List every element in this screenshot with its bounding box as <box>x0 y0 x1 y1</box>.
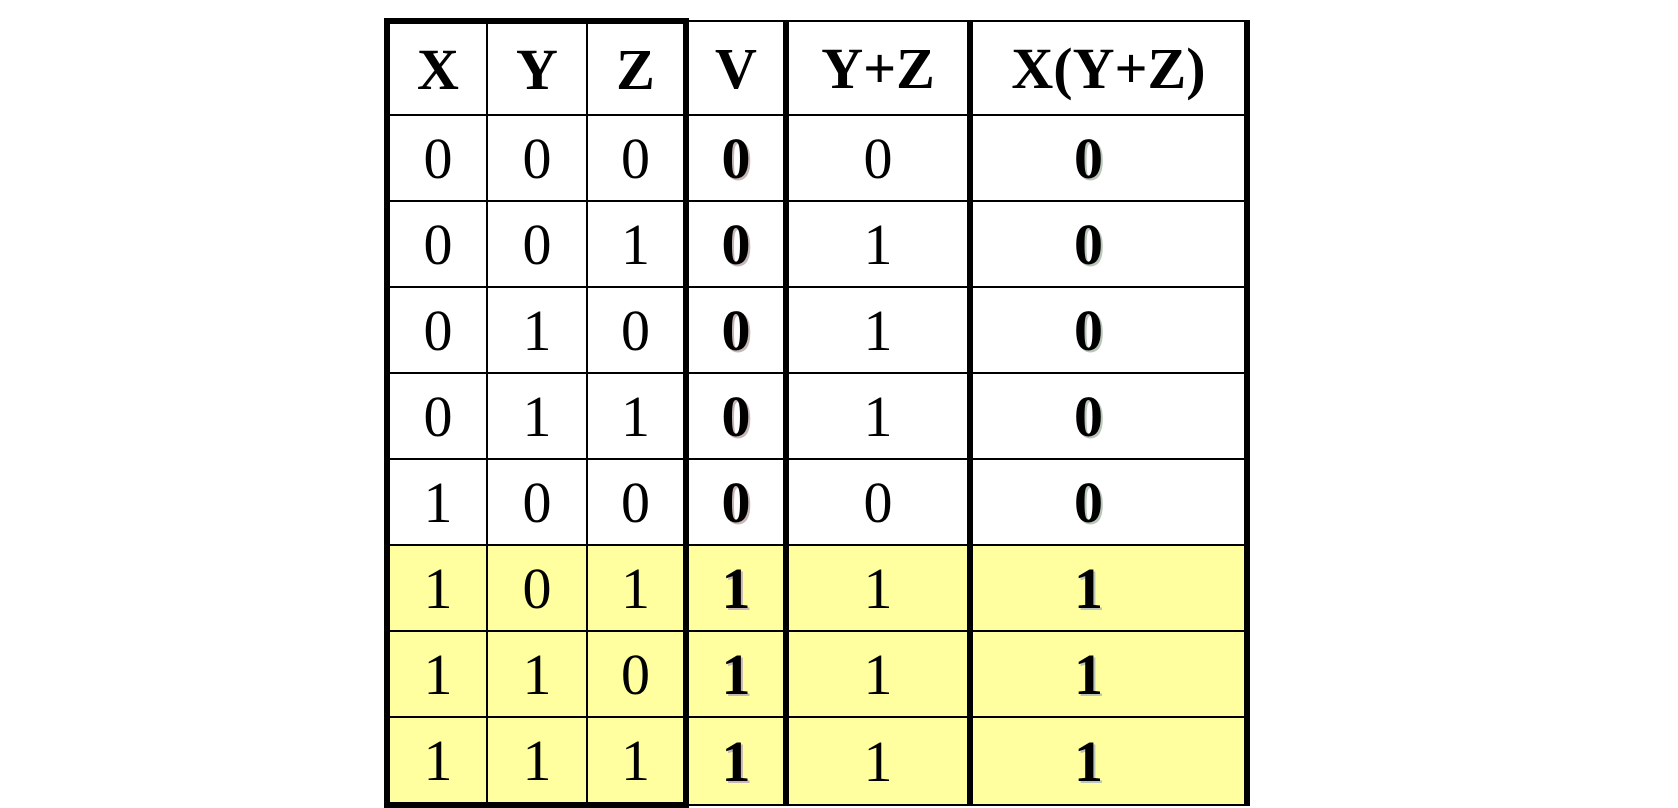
cell-y-plus-z: 1 <box>786 287 970 373</box>
header-y-plus-z: Y+Z <box>786 21 970 115</box>
cell-v: 1 <box>686 631 786 717</box>
cell-x-y-plus-z: 0 <box>970 459 1247 545</box>
cell-z: 0 <box>587 631 686 717</box>
cell-x: 0 <box>387 373 487 459</box>
cell-z: 1 <box>587 545 686 631</box>
cell-x-y-plus-z: 0 <box>970 287 1247 373</box>
cell-y-plus-z: 0 <box>786 115 970 201</box>
cell-y: 1 <box>487 631 587 717</box>
table-body <box>387 115 1247 805</box>
cell-v: 1 <box>686 717 786 805</box>
cell-x: 0 <box>387 287 487 373</box>
cell-z: 1 <box>587 373 686 459</box>
cell-x: 1 <box>387 717 487 805</box>
cell-x: 0 <box>387 201 487 287</box>
cell-x: 0 <box>387 115 487 201</box>
cell-x-y-plus-z: 0 <box>970 201 1247 287</box>
table-row <box>387 287 1247 373</box>
table-row <box>387 631 1247 717</box>
cell-y: 0 <box>487 115 587 201</box>
cell-z: 1 <box>587 201 686 287</box>
table-row <box>387 115 1247 201</box>
cell-y-plus-z: 1 <box>786 373 970 459</box>
cell-x: 1 <box>387 459 487 545</box>
cell-z: 0 <box>587 459 686 545</box>
cell-z: 0 <box>587 287 686 373</box>
cell-y-plus-z: 1 <box>786 201 970 287</box>
cell-y: 0 <box>487 201 587 287</box>
header-y: Y <box>487 21 587 115</box>
cell-y-plus-z: 1 <box>786 717 970 805</box>
table-row <box>387 373 1247 459</box>
cell-v: 0 <box>686 459 786 545</box>
cell-v: 0 <box>686 287 786 373</box>
cell-y: 1 <box>487 717 587 805</box>
cell-v: 0 <box>686 115 786 201</box>
cell-y-plus-z: 1 <box>786 631 970 717</box>
cell-x-y-plus-z: 1 <box>970 631 1247 717</box>
header-v: V <box>686 21 786 115</box>
cell-z: 0 <box>587 115 686 201</box>
cell-v: 0 <box>686 201 786 287</box>
cell-z: 1 <box>587 717 686 805</box>
cell-y: 1 <box>487 287 587 373</box>
cell-x-y-plus-z: 1 <box>970 545 1247 631</box>
cell-x-y-plus-z: 0 <box>970 373 1247 459</box>
cell-v: 1 <box>686 545 786 631</box>
table-row <box>387 459 1247 545</box>
header-row <box>387 21 1247 115</box>
table-row <box>387 201 1247 287</box>
header-x-y-plus-z: X(Y+Z) <box>970 21 1247 115</box>
cell-y-plus-z: 1 <box>786 545 970 631</box>
cell-y: 0 <box>487 545 587 631</box>
truth-table <box>384 18 1250 808</box>
cell-y: 1 <box>487 373 587 459</box>
cell-x: 1 <box>387 631 487 717</box>
cell-y-plus-z: 0 <box>786 459 970 545</box>
table-row <box>387 545 1247 631</box>
header-z: Z <box>587 21 686 115</box>
header-x: X <box>387 21 487 115</box>
cell-v: 0 <box>686 373 786 459</box>
cell-x-y-plus-z: 1 <box>970 717 1247 805</box>
cell-x: 1 <box>387 545 487 631</box>
cell-x-y-plus-z: 0 <box>970 115 1247 201</box>
cell-y: 0 <box>487 459 587 545</box>
